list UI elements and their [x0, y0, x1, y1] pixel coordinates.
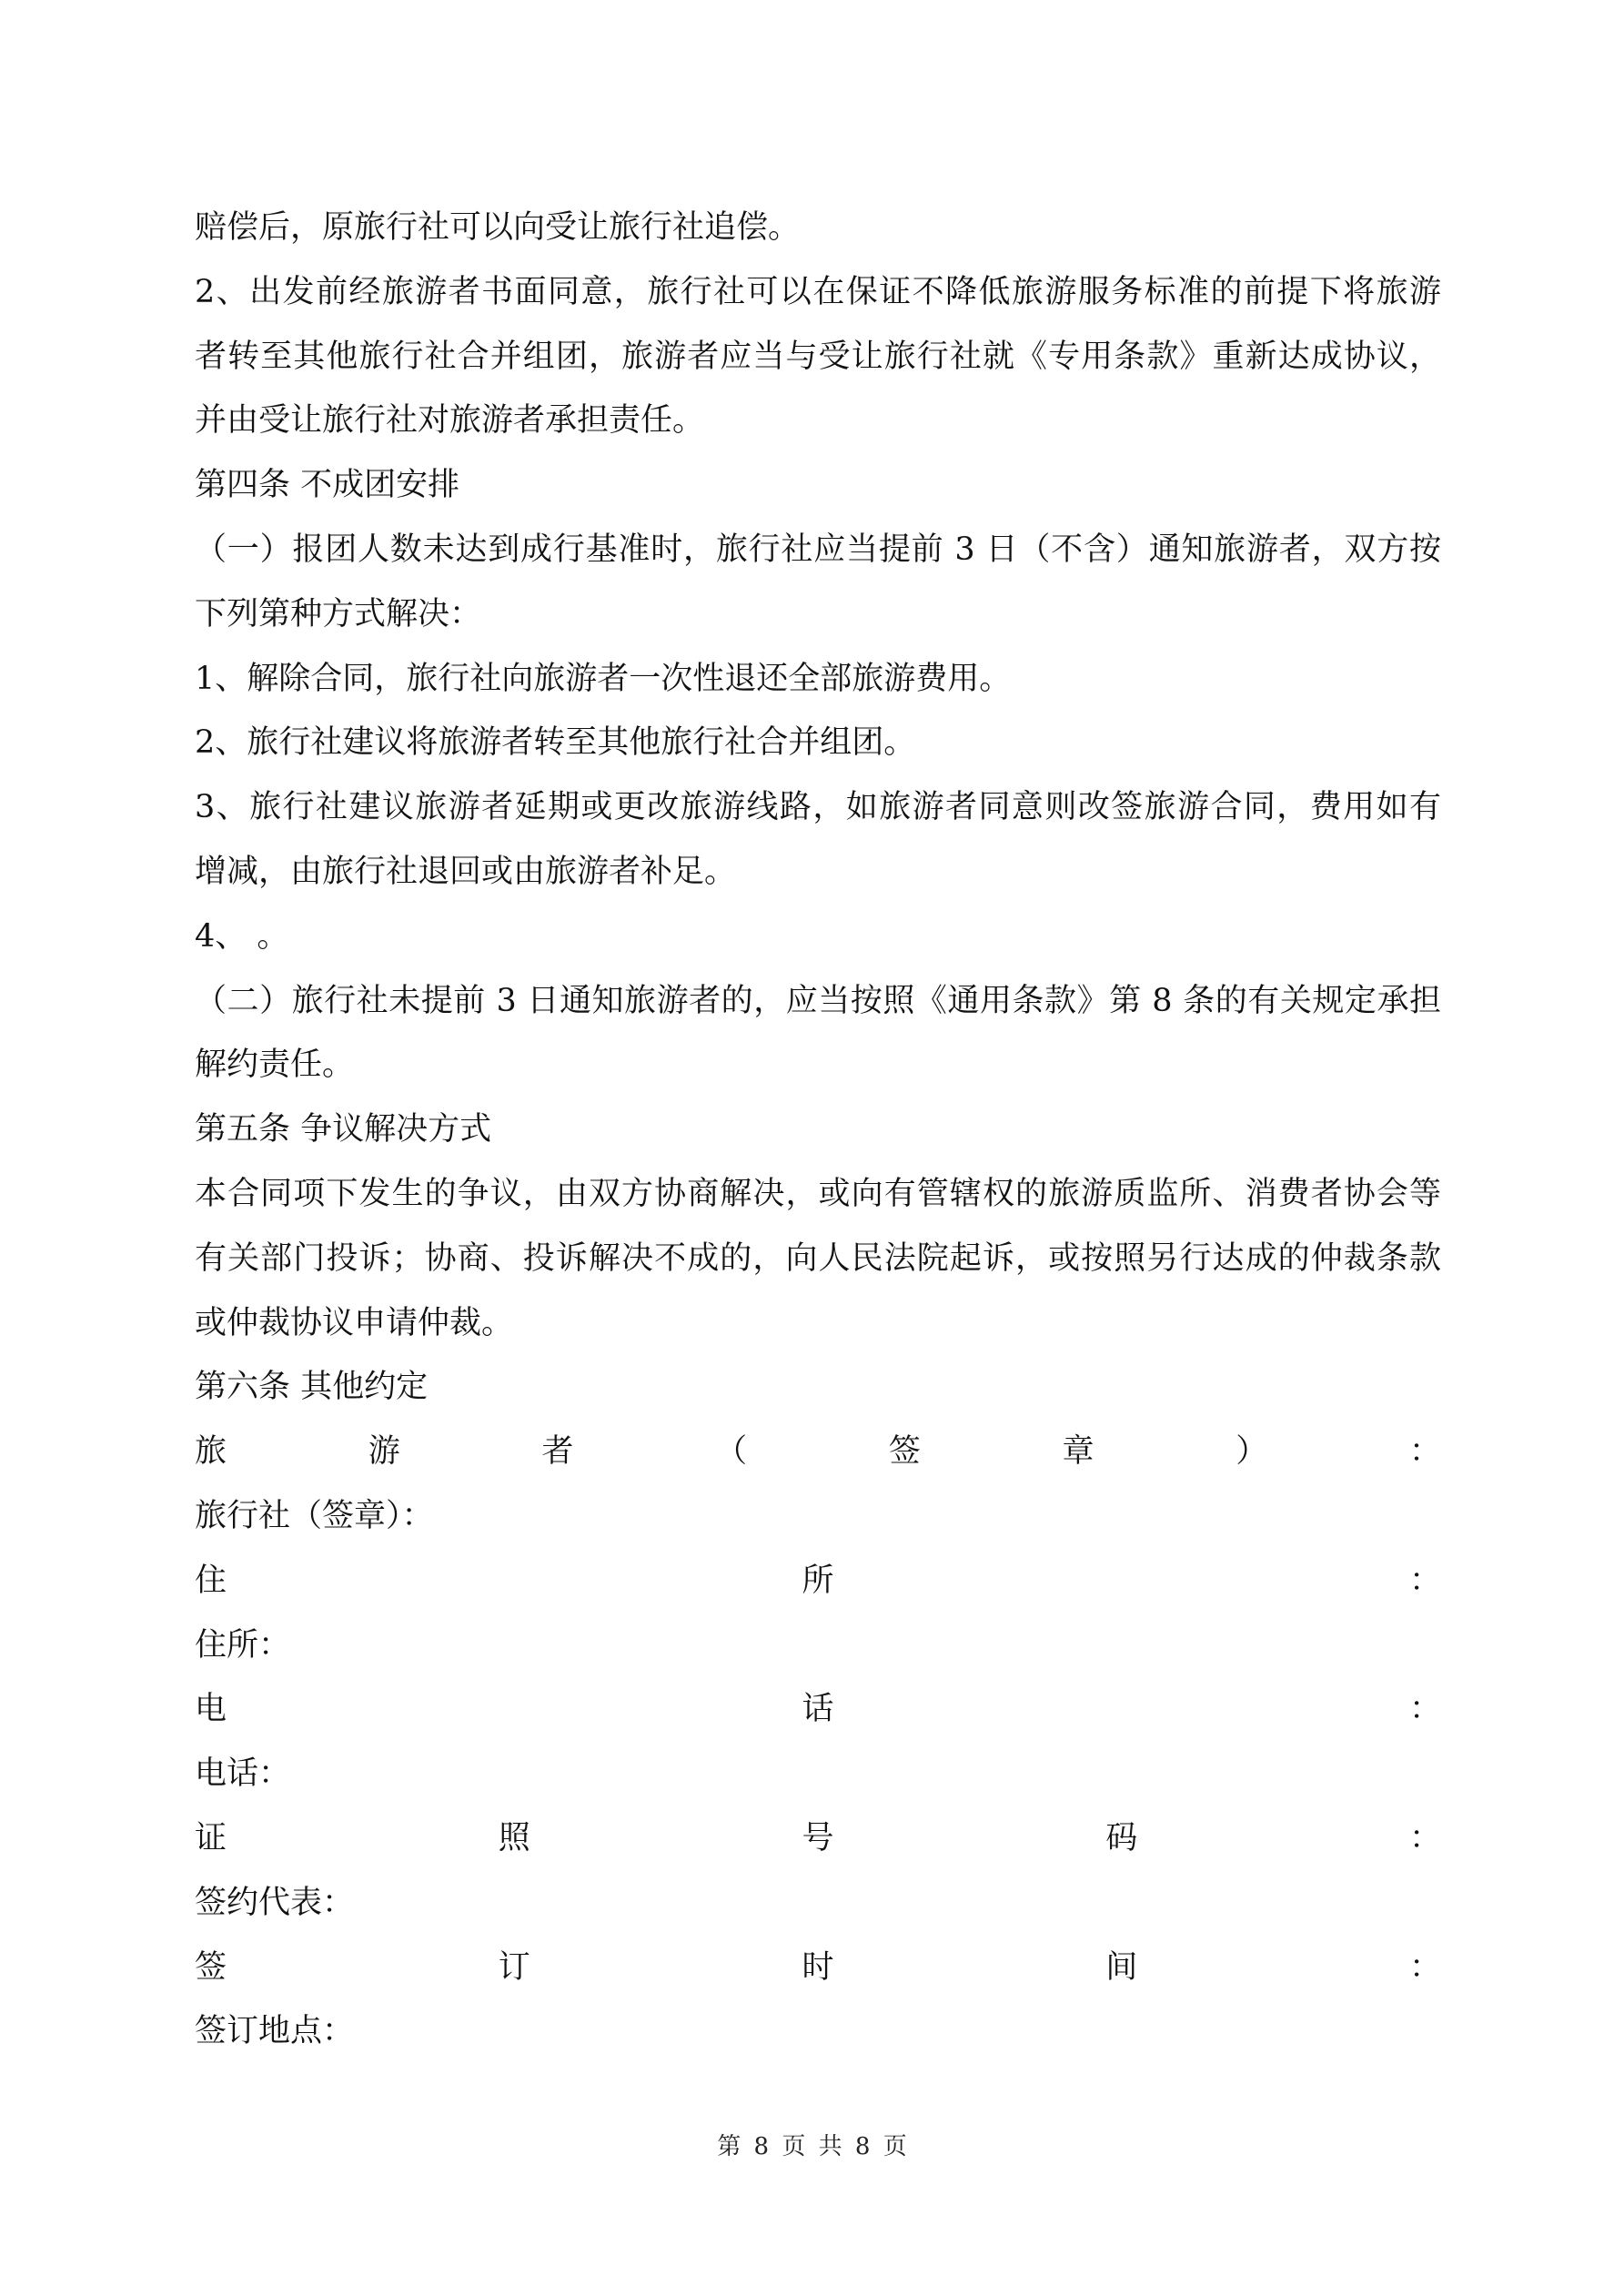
- text-line: 住所：: [195, 1626, 291, 1664]
- text-line: 者转至其他旅行社合并组团，旅游者应当与受让旅行社就《专用条款》重新达成协议，: [195, 338, 1441, 375]
- text-line: 旅行社（签章）：: [195, 1497, 434, 1534]
- form-field-line: [195, 1677, 1441, 1742]
- field-label-char: （: [715, 1433, 748, 1471]
- field-label-char: ）: [1236, 1433, 1268, 1471]
- field-label-char: 照: [498, 1819, 530, 1856]
- text-line: 并由受让旅行社对旅游者承担责任。: [195, 402, 705, 440]
- field-label-char: 所: [802, 1562, 834, 1599]
- form-field-line: [195, 1936, 1441, 2000]
- text-line: 3、旅行社建议旅游者延期或更改旅游线路，如旅游者同意则改签旅游合同，费用如有: [195, 789, 1441, 826]
- field-label-char: 间: [1105, 1948, 1138, 1986]
- text-line: （二）旅行社未提前 3 日通知旅游者的，应当按照《通用条款》第 8 条的有关规定承担: [195, 982, 1441, 1019]
- field-label-char: ：: [1408, 1691, 1441, 1728]
- text-line: 第五条 争议解决方式: [195, 1111, 492, 1148]
- text-line: 2、出发前经旅游者书面同意，旅行社可以在保证不降低旅游服务标准的前提下将旅游: [195, 273, 1441, 310]
- form-field-line: [195, 1549, 1441, 1613]
- text-line: 或仲裁协议申请仲裁。: [195, 1304, 514, 1341]
- text-line: 第四条 不成团安排: [195, 467, 460, 504]
- field-label-char: 签: [195, 1948, 227, 1986]
- field-label-char: ：: [1408, 1948, 1441, 1986]
- field-label-char: ：: [1408, 1819, 1441, 1856]
- field-label-char: 章: [1062, 1433, 1094, 1471]
- field-label-char: 号: [802, 1819, 834, 1856]
- field-label-char: 旅: [195, 1433, 227, 1471]
- text-line: 解约责任。: [195, 1047, 355, 1084]
- text-line: 2、旅行社建议将旅游者转至其他旅行社合并组团。: [195, 724, 916, 762]
- field-label-char: 话: [802, 1691, 834, 1728]
- field-label-char: ：: [1408, 1433, 1441, 1471]
- text-line: 签订地点：: [195, 2013, 355, 2050]
- text-line: 增减，由旅行社退回或由旅游者补足。: [195, 853, 737, 890]
- form-field-line: [195, 1806, 1441, 1871]
- text-line: 第六条 其他约定: [195, 1369, 429, 1406]
- text-line: 电话：: [195, 1755, 291, 1793]
- field-label-char: 签: [888, 1433, 921, 1471]
- text-line: 签约代表：: [195, 1884, 355, 1921]
- field-label-char: 电: [195, 1691, 227, 1728]
- text-line: 1、解除合同，旅行社向旅游者一次性退还全部旅游费用。: [195, 660, 1012, 697]
- field-label-char: 住: [195, 1562, 227, 1599]
- field-label-char: ：: [1408, 1562, 1441, 1599]
- text-line: （一）报团人数未达到成行基准时，旅行社应当提前 3 日（不含）通知旅游者，双方按: [195, 531, 1441, 568]
- text-line: 下列第种方式解决：: [195, 595, 482, 632]
- text-line: 本合同项下发生的争议，由双方协商解决，或向有管辖权的旅游质监所、消费者协会等: [195, 1175, 1441, 1212]
- text-line: 有关部门投诉；协商、投诉解决不成的，向人民法院起诉，或按照另行达成的仲裁条款: [195, 1239, 1441, 1277]
- field-label-char: 者: [541, 1433, 574, 1471]
- text-line: 4、 。: [195, 917, 289, 955]
- field-label-char: 时: [802, 1948, 834, 1986]
- field-label-char: 证: [195, 1819, 227, 1856]
- page-footer: 第 8 页 共 8 页: [717, 2133, 907, 2160]
- field-label-char: 订: [498, 1948, 530, 1986]
- field-label-char: 码: [1105, 1819, 1138, 1856]
- form-field-line: [195, 1420, 1441, 1484]
- field-label-char: 游: [368, 1433, 400, 1471]
- text-line: 赔偿后，原旅行社可以向受让旅行社追偿。: [195, 209, 801, 246]
- document-body: [195, 196, 1441, 2064]
